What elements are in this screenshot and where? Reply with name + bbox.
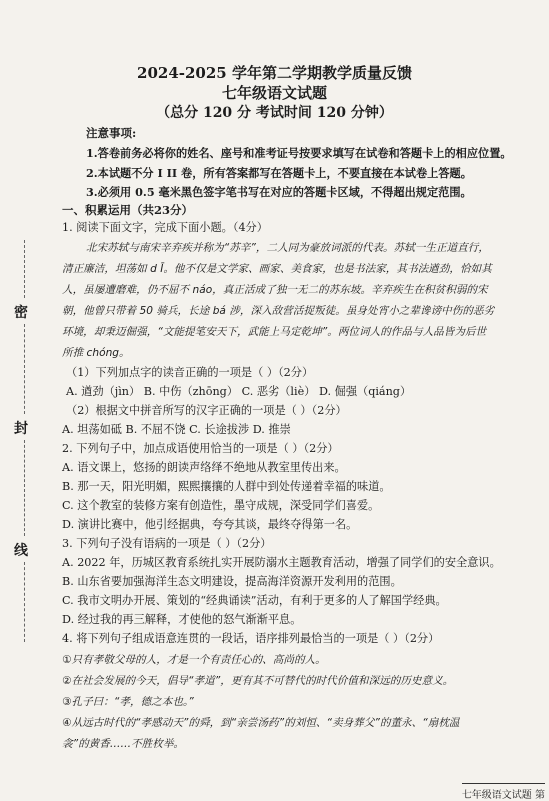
seal-line-top: [24, 240, 25, 298]
note-item-3: 3.必须用 0.5 毫米黑色签字笔书写在对应的答题卡区域，不得超出规定范围。: [86, 185, 472, 199]
q3-option-c: C. 我市文明办开展、策划的“经典诵读”活动，有利于更多的人了解国学经典。: [62, 594, 447, 607]
q4-prompt: 4. 将下列句子组成语意连贯的一段话，语序排列最恰当的一项是（ ）（2分）: [62, 632, 440, 645]
q2-prompt: 2. 下列句子中，加点成语使用恰当的一项是（ ）（2分）: [62, 442, 339, 455]
q4-item-3: ③孔子曰：“孝，德之本也。”: [62, 696, 194, 708]
seal-line-mid2: [24, 440, 25, 536]
passage-line-1: 北宋苏轼与南宋辛弃疾并称为“苏辛”，二人同为豪放词派的代表。苏轼一生正道直行，: [86, 242, 489, 254]
seal-line-bottom: [24, 562, 25, 642]
q4-item-4: ④从远古时代的“孝感动天”的舜，到“亲尝汤药”的刘恒、“卖身葬父”的董永、“扇枕温: [62, 717, 460, 729]
q2-option-b: B. 那一天，阳光明媚，熙熙攘攘的人群中到处传递着幸福的味道。: [62, 480, 391, 493]
q1-1-prompt: （1）下列加点字的读音正确的一项是（ ）（2分）: [66, 366, 314, 379]
q1-1-options: A. 遒劲（jìn） B. 中伤（zhōng） C. 恶劣（liè） D. 倔强（qiáng）: [66, 385, 412, 398]
q3-prompt: 3. 下列句子没有语病的一项是（ ）（2分）: [62, 537, 272, 550]
notes-heading: 注意事项:: [86, 126, 137, 140]
q1-prompt: 1. 阅读下面文字，完成下面小题。（4分）: [62, 221, 268, 234]
section1-heading: 一、积累运用（共23分）: [62, 203, 194, 217]
passage-line-2: 清正廉洁，坦荡如 d Ī。他不仅是文学家、画家、美食家，也是书法家，其书法遒劲，恰如其: [62, 263, 492, 275]
passage-line-4: 朝，他曾只带着 50 骑兵，长途 bá 涉，深入敌营活捉叛徒。虽身处宵小之辈谗谤中伤的恶劣: [62, 305, 495, 317]
q2-option-c: C. 这个教室的装修方案有创造性，墨守成规，深受同学们喜爱。: [62, 499, 380, 512]
passage-line-3: 人，虽屡遭磨难，仍不屈不 náo，真正活成了独一无二的苏东坡。辛弃疾生在积贫积弱的宋: [62, 284, 488, 296]
seal-mark-xian: 线: [14, 543, 28, 559]
exam-score-time: （总分 120 分 考试时间 120 分钟）: [156, 105, 393, 121]
q4-item-4-cont: 衾”的黄香……不胜枚举。: [62, 738, 185, 750]
note-item-2: 2.本试题不分 I II 卷，所有答案都写在答题卡上，不要直接在本试卷上答题。: [86, 166, 472, 180]
q1-2-options: A. 坦荡如砥 B. 不屈不饶 C. 长途拔涉 D. 推崇: [62, 423, 291, 436]
seal-mark-mi: 密: [14, 305, 28, 321]
exam-subtitle: 七年级语文试题: [221, 84, 327, 102]
seal-mark-feng: 封: [14, 421, 28, 437]
passage-line-5: 环境，却秉迈倔强，“文能提笔安天下，武能上马定乾坤”。两位词人的作品与人品皆为后世: [62, 326, 487, 338]
q4-item-1: ①只有孝敬父母的人，才是一个有责任心的、高尚的人。: [62, 654, 326, 666]
note-item-1: 1.答卷前务必将你的姓名、座号和准考证号按要求填写在试卷和答题卡上的相应位置。: [86, 146, 512, 160]
passage-line-6: 所推 chóng。: [62, 347, 130, 359]
exam-title: 2024-2025 学年第二学期教学质量反馈: [137, 64, 412, 82]
q3-option-d: D. 经过我的再三解释，才使他的怒气渐渐平息。: [62, 613, 302, 626]
q4-item-2: ②在社会发展的今天，倡导“孝道”，更有其不可替代的时代价值和深远的历史意义。: [62, 675, 454, 687]
q3-option-a: A. 2022 年，历城区教育系统扎实开展防溺水主题教育活动，增强了同学们的安全意识。: [62, 556, 501, 569]
q3-option-b: B. 山东省要加强海洋生态文明建设，提高海洋资源开发利用的范围。: [62, 575, 402, 588]
q2-option-d: D. 演讲比赛中，他引经据典，夸夸其谈，最终夺得第一名。: [62, 518, 358, 531]
q1-2-prompt: （2）根据文中拼音所写的汉字正确的一项是（ ）（2分）: [66, 404, 347, 417]
seal-line-mid1: [24, 324, 25, 414]
page-footer: 七年级语文试题 第: [462, 783, 545, 801]
q2-option-a: A. 语文课上，悠扬的朗读声络绎不绝地从教室里传出来。: [62, 461, 346, 474]
